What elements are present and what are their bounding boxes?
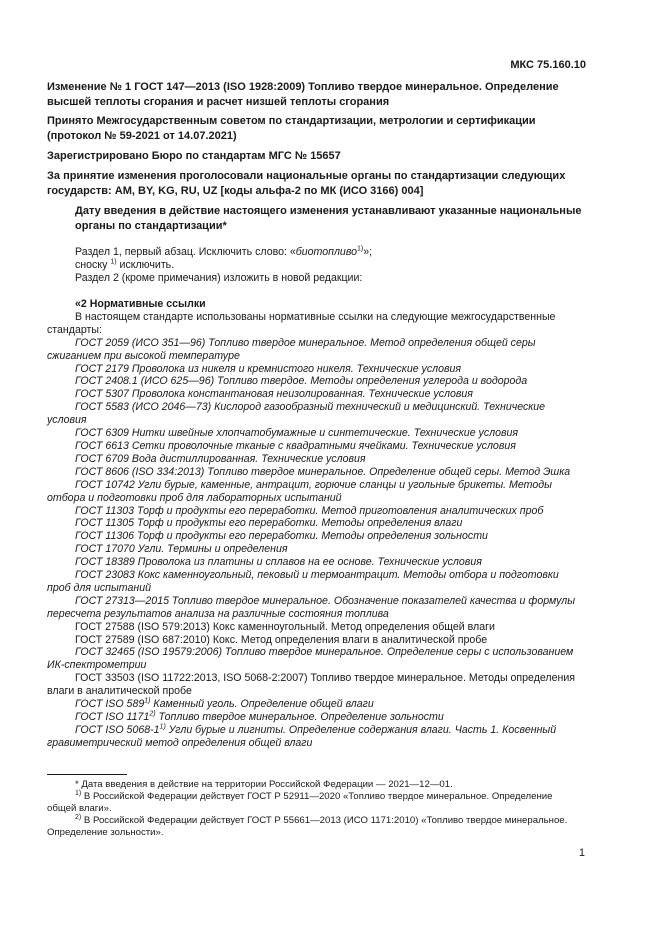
reference-item: ГОСТ 2059 (ИСО 351—96) Топливо твердое минеральное. Метод определения общей серы сжиганием при высокой температуре	[47, 336, 536, 362]
footnote-separator	[47, 774, 127, 775]
reference-item: ГОСТ ISO 1171$^{2)}$ Топливо твердое минеральное. Определение зольности	[75, 710, 444, 723]
voting-states: За принятие изменения проголосовали национальные органы по стандартизации следующих государств: AM, BY, KG, RU, UZ [коды альфа-2 по МК (ИСО 3166) 004]	[47, 170, 566, 197]
reference-item: ГОСТ 6309 Нитки швейные хлопчатобумажные и синтетические. Технические условия	[75, 427, 519, 440]
reference-item: ГОСТ 6709 Вода дистиллированная. Технические условия	[75, 452, 366, 465]
reference-item: ГОСТ 23083 Кокс каменноугольный, пековый и термоантрацит. Методы отбора и подготовки проб для испытаний	[47, 569, 559, 594]
reference-item: ГОСТ 5583 (ИСО 2046—73) Кислород газообразный технический и медицинский. Технические условия	[47, 401, 546, 427]
instruction-line: Раздел 2 (кроме примечания) изложить в новой редакции:	[75, 271, 363, 284]
change-title: Изменение № 1 ГОСТ 147—2013 (ISO 1928:2009) Топливо твердое минеральное. Определение высшей теплоты сгорания и расчет низшей теплоты сгорания	[47, 81, 559, 108]
reference-item: ГОСТ 27589 (ISO 687:2010) Кокс. Метод определения влаги в аналитической пробе	[75, 633, 488, 646]
section-heading: «2 Нормативные ссылки	[75, 298, 206, 310]
reference-item: ГОСТ 33503 (ISO 11722:2013, ISO 5068-2:2007) Топливо твердое минеральное. Методы определения влаги в аналитической пробе	[47, 672, 576, 698]
reference-item: ГОСТ 32465 (ISO 19579:2006) Топливо твердое минеральное. Определение серы с использованием ИК-спектрометрии	[47, 646, 574, 672]
reference-item: ГОСТ 10742 Угли бурые, каменные, антрацит, горючие сланцы и угольные брикеты. Методы отбора и подготовки проб для лабораторных испытаний	[47, 478, 552, 504]
reference-item: ГОСТ 6613 Сетки проволочные тканые с квадратными ячейками. Технические условия	[75, 439, 516, 452]
reference-item: ГОСТ 2179 Проволока из никеля и кремнистого никеля. Технические условия	[75, 362, 462, 375]
instruction-line: Раздел 1, первый абзац. Исключить слово: «биотопливо$^{1)}$»;	[75, 245, 373, 258]
footnote-1: $^{1)}$ В Российской Федерации действует ГОСТ Р 52911—2020 «Топливо твердое минеральное. Определение общей влаги».	[47, 789, 553, 814]
accepted-by: Принято Межгосударственным советом по стандартизации, метрологии и сертификации (протокол № 59-2021 от 14.07.2021)	[47, 115, 536, 142]
footnotes	[47, 779, 584, 839]
reference-item: ГОСТ ISO 589$^{1)}$ Каменный уголь. Определение общей влаги	[75, 697, 374, 711]
reference-item: ГОСТ ISO 5068-1$^{1)}$ Угли бурые и лигниты. Определение содержания влаги. Часть 1. Косвенный гравиметрический метод определения общей влаги	[47, 723, 557, 749]
change-instructions	[47, 246, 584, 285]
reference-item: ГОСТ 11305 Торф и продукты его переработки. Методы определения влаги	[75, 517, 463, 530]
reference-item: ГОСТ 27313—2015 Топливо твердое минеральное. Обозначение показателей качества и формулы пересчета результатов анализа на различные состояния топлива	[47, 594, 576, 620]
page-number: 1	[578, 847, 585, 859]
reference-item: ГОСТ 18389 Проволока из платины и сплавов на ее основе. Технические условия	[75, 556, 482, 569]
references-list	[47, 337, 584, 698]
registration: Зарегистрировано Бюро по стандартам МГС № 15657	[47, 150, 341, 162]
footnote-star: * Дата введения в действие на территории Российской Федерации — 2021—12—01.	[75, 779, 453, 790]
section-intro: В настоящем стандарте использованы нормативные ссылки на следующие межгосударственные стандарты:	[47, 310, 556, 336]
instruction-line: сноску $^{1)}$ исключить.	[75, 258, 175, 271]
reference-item: ГОСТ 17070 Угли. Термины и определения	[75, 543, 288, 556]
reference-item: ГОСТ 8606 (ISO 334:2013) Топливо твердое минеральное. Определение общей серы. Метод Эшка	[75, 465, 571, 478]
reference-item: ГОСТ 11303 Торф и продукты его переработки. Метод приготовления аналитических проб	[75, 504, 544, 517]
footnote-2: $^{2)}$ В Российской Федерации действует ГОСТ Р 55661—2013 (ИСО 1171:2010) «Топливо твердое минеральное. Определение зольности».	[47, 813, 568, 838]
reference-item: ГОСТ 11306 Торф и продукты его переработки. Методы определения зольности	[75, 530, 488, 543]
reference-item: ГОСТ 5307 Проволока константановая неизолированная. Технические условия	[75, 388, 473, 401]
normative-references-section	[47, 298, 584, 750]
reference-item: ГОСТ 2408.1 (ИСО 625—96) Топливо твердое. Методы определения углерода и водорода	[75, 375, 528, 388]
effective-date-note: Дату введения в действие настоящего изменения устанавливают указанные национальные органы по стандартизации*	[75, 205, 582, 232]
reference-item: ГОСТ 27588 (ISO 579:2013) Кокс каменноугольный. Метод определения общей влаги	[75, 620, 495, 633]
classification-code: МКС 75.160.10	[510, 59, 586, 71]
